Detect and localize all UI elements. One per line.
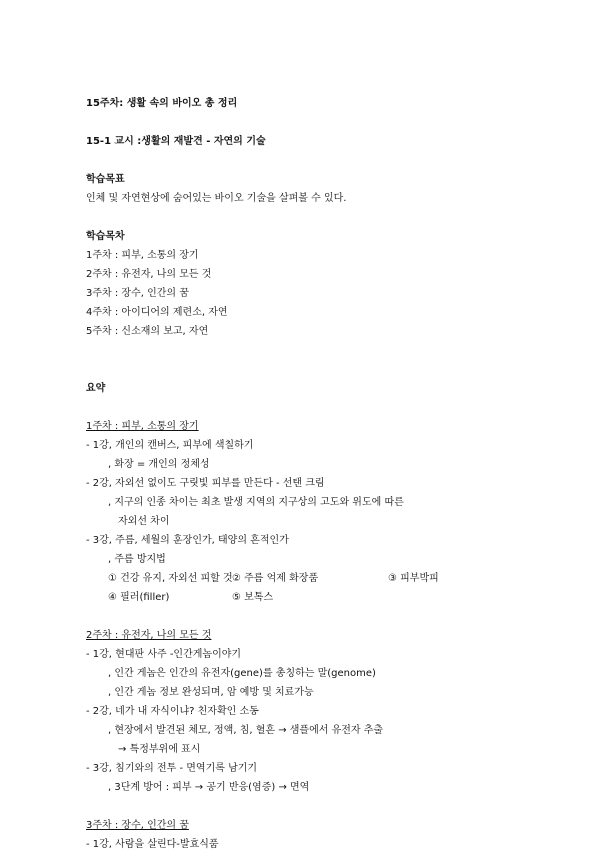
week1-items-row <box>86 588 546 607</box>
page-title: 15주차: 생활 속의 바이오 총 정리 <box>86 98 238 109</box>
contents-item-2: 2주차 : 유전자, 나의 모든 것 <box>86 269 212 280</box>
week1-line: , 주름 방지법 <box>108 554 166 565</box>
week1-items-row <box>86 569 546 588</box>
week1-item-3: ③ 피부박피 <box>388 573 439 584</box>
week1-item-4: ④ 필러(filler) <box>108 592 170 603</box>
week2-line: - 2강, 네가 내 자식이냐? 친자확인 소동 <box>86 706 259 717</box>
week1-line: , 화장 = 개인의 정체성 <box>108 459 210 470</box>
contents-item-1: 1주차 : 피부, 소통의 장기 <box>86 250 199 261</box>
contents-item-4: 4주차 : 아이디어의 제련소, 자연 <box>86 307 228 318</box>
week2-line: - 3강, 침기와의 전투 - 면역기록 남기기 <box>86 763 258 774</box>
week1-line: , 지구의 인종 차이는 최초 발생 지역의 지구상의 고도와 위도에 따른 <box>108 497 404 508</box>
week3-line: - 1강, 사람을 살린다-발효식품 <box>86 839 219 850</box>
week3-heading: 3주차 : 장수, 인간의 꿈 <box>86 820 189 831</box>
goal-text: 인체 및 자연현상에 숨어있는 바이오 기술을 살펴볼 수 있다. <box>86 193 347 204</box>
contents-item-3: 3주차 : 장수, 인간의 꿈 <box>86 288 189 299</box>
contents-item-5: 5주차 : 신소재의 보고, 자연 <box>86 326 209 337</box>
week1-line: 자외선 차이 <box>118 516 170 527</box>
week2-line: - 1강, 현대판 사주 -인간게놈이야기 <box>86 649 242 660</box>
week2-line: , 인간 게놈 정보 완성되며, 암 예방 및 치료가능 <box>108 687 314 698</box>
week1-line: - 3강, 주름, 세월의 훈장인가, 태양의 흔적인가 <box>86 535 289 546</box>
week1-line: - 1강, 개인의 캔버스, 피부에 색칠하기 <box>86 440 254 451</box>
contents-heading: 학습목차 <box>86 231 125 242</box>
week2-line: , 인간 게놈은 인간의 유전자(gene)를 총칭하는 말(genome) <box>108 668 376 679</box>
lesson-title: 15-1 교시 :생활의 재발견 - 자연의 기술 <box>86 136 266 147</box>
week2-line: → 특정부위에 표시 <box>118 744 201 755</box>
week1-item-1: ① 건강 유지, 자외선 피할 것 <box>108 573 233 584</box>
week2-heading: 2주차 : 유전자, 나의 모든 것 <box>86 630 212 641</box>
document-page <box>86 94 546 854</box>
week2-line: , 3단계 방어 : 피부 → 공기 반응(염증) → 면역 <box>108 782 310 793</box>
week1-heading: 1주차 : 피부, 소통의 장기 <box>86 421 199 432</box>
week2-line: , 현장에서 발견된 체모, 정액, 침, 혈흔 → 샘플에서 유전자 추출 <box>108 725 384 736</box>
week1-item-2: ② 주름 억제 화장품 <box>232 573 319 584</box>
summary-heading: 요약 <box>86 383 106 394</box>
goal-heading: 학습목표 <box>86 174 125 185</box>
week1-line: - 2강, 자외선 없이도 구릿빛 피부를 만든다 - 선탠 크림 <box>86 478 325 489</box>
week1-item-5: ⑤ 보톡스 <box>232 592 274 603</box>
